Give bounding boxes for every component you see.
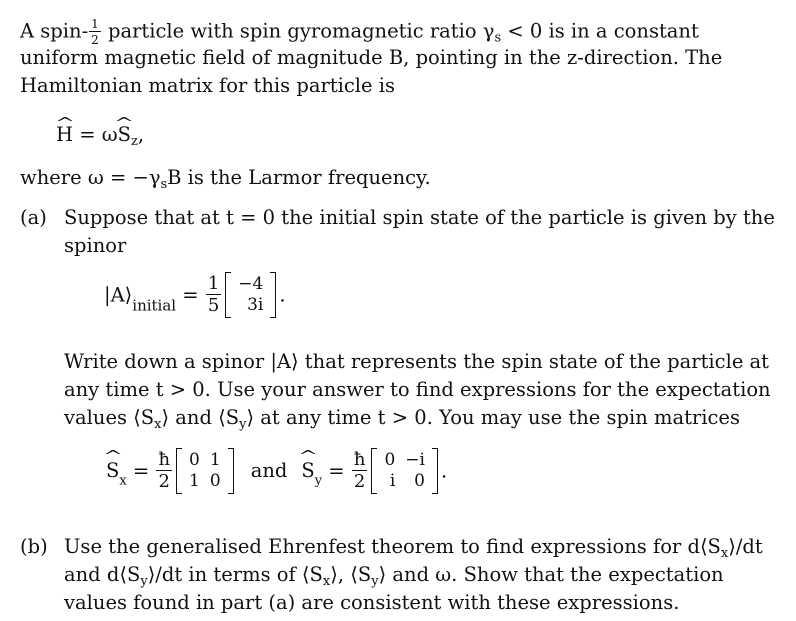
frac-den: 5 (207, 295, 220, 316)
frac-num: 1 (207, 273, 220, 294)
text: . (279, 283, 286, 307)
text: Use the generalised Ehrenfest theorem to find expressions for d⟨S (64, 535, 721, 558)
subscript: x (322, 574, 331, 589)
part-a-line-5 (64, 406, 740, 437)
larmor-line (20, 166, 431, 197)
subscript: s (160, 177, 168, 192)
text: particle with spin gyromagnetic ratio γ (101, 19, 495, 43)
text: = (322, 459, 351, 483)
intro-line-3: Hamiltonian matrix for this particle is (20, 74, 396, 97)
text: ⟩, ⟨S (330, 563, 372, 586)
text: = ω (73, 123, 118, 146)
sy-operator: ^ S (301, 461, 314, 481)
subscript: s (494, 30, 502, 46)
half-fraction (89, 18, 101, 46)
text: and (250, 459, 288, 483)
subscript: x (720, 546, 729, 561)
part-a-line-4: any time t > 0. Use your answer to find expressions for the expectation (64, 378, 771, 401)
subscript: y (239, 417, 247, 432)
subscript: z (131, 134, 138, 149)
subscript: initial (132, 296, 177, 315)
initial-state-equation (104, 272, 286, 318)
part-b-label: (b) (20, 535, 48, 558)
hbar-fraction (156, 451, 172, 491)
text: A spin- (20, 19, 89, 43)
part-a-line-1: Suppose that at t = 0 the initial spin state of the particle is given by the (64, 206, 775, 229)
part-a-label: (a) (20, 206, 47, 229)
vector-entry: 3i (247, 295, 264, 315)
frac-num: ħ (353, 449, 366, 470)
matrix-entry: 0 (414, 471, 425, 491)
subscript: y (140, 574, 148, 589)
vector-entry: −4 (238, 274, 264, 294)
part-b-line-1 (64, 535, 763, 566)
text: ⟩/dt (728, 535, 763, 558)
spin-operator: ^ S (118, 123, 131, 147)
hamiltonian-equation (56, 123, 144, 154)
text: . (440, 459, 448, 483)
text: and d⟨S (64, 563, 141, 586)
initial-spinor-vector (225, 272, 276, 318)
text: where ω = −γ (20, 166, 161, 189)
subscript: x (119, 473, 127, 489)
sx-matrix (176, 448, 234, 494)
frac-den: 2 (158, 471, 170, 492)
text: < 0 is in a constant (501, 19, 699, 43)
frac-den: 2 (353, 471, 366, 492)
hamiltonian-symbol: ^ H (56, 123, 73, 147)
matrix-entry: −i (405, 450, 425, 470)
text: , (137, 123, 145, 146)
part-b-line-2 (64, 563, 724, 594)
subscript: y (314, 473, 323, 489)
matrix-entry: 0 (189, 450, 200, 470)
matrix-entry: 0 (384, 450, 396, 470)
sx-operator: ^ S (106, 461, 119, 481)
text: ⟩ at any time t > 0. You may use the spin matrices (246, 406, 740, 429)
matrix-entry: i (389, 471, 396, 491)
part-a-line-3: Write down a spinor |A⟩ that represents the spin state of the particle at (64, 350, 770, 373)
part-b-line-3: values found in part (a) are consistent with these expressions. (64, 591, 680, 614)
hbar-fraction (352, 451, 368, 491)
intro-line-2: uniform magnetic field of magnitude B, pointing in the z-direction. The (20, 46, 723, 69)
text: ⟩ and ω. Show that the expectation (378, 563, 724, 586)
part-a-line-2: spinor (64, 234, 127, 257)
subscript: y (371, 574, 379, 589)
spin-matrices-equation (106, 448, 447, 494)
subscript: x (154, 417, 162, 432)
text: ⟩ and ⟨S (161, 406, 240, 429)
text: = (126, 459, 156, 483)
ket: |A⟩ (104, 283, 133, 307)
frac-num: ħ (158, 449, 171, 470)
coef-fraction (206, 275, 221, 315)
text: ⟩/dt in terms of ⟨S (147, 563, 323, 586)
text: B is the Larmor frequency. (167, 166, 431, 189)
sy-matrix (371, 448, 438, 494)
matrix-entry: 0 (209, 471, 221, 491)
text: values ⟨S (64, 406, 155, 429)
matrix-entry: 1 (189, 471, 200, 491)
text: = (176, 283, 205, 307)
matrix-entry: 1 (209, 450, 221, 470)
frac-den: 2 (91, 33, 99, 47)
frac-num: 1 (91, 17, 99, 31)
